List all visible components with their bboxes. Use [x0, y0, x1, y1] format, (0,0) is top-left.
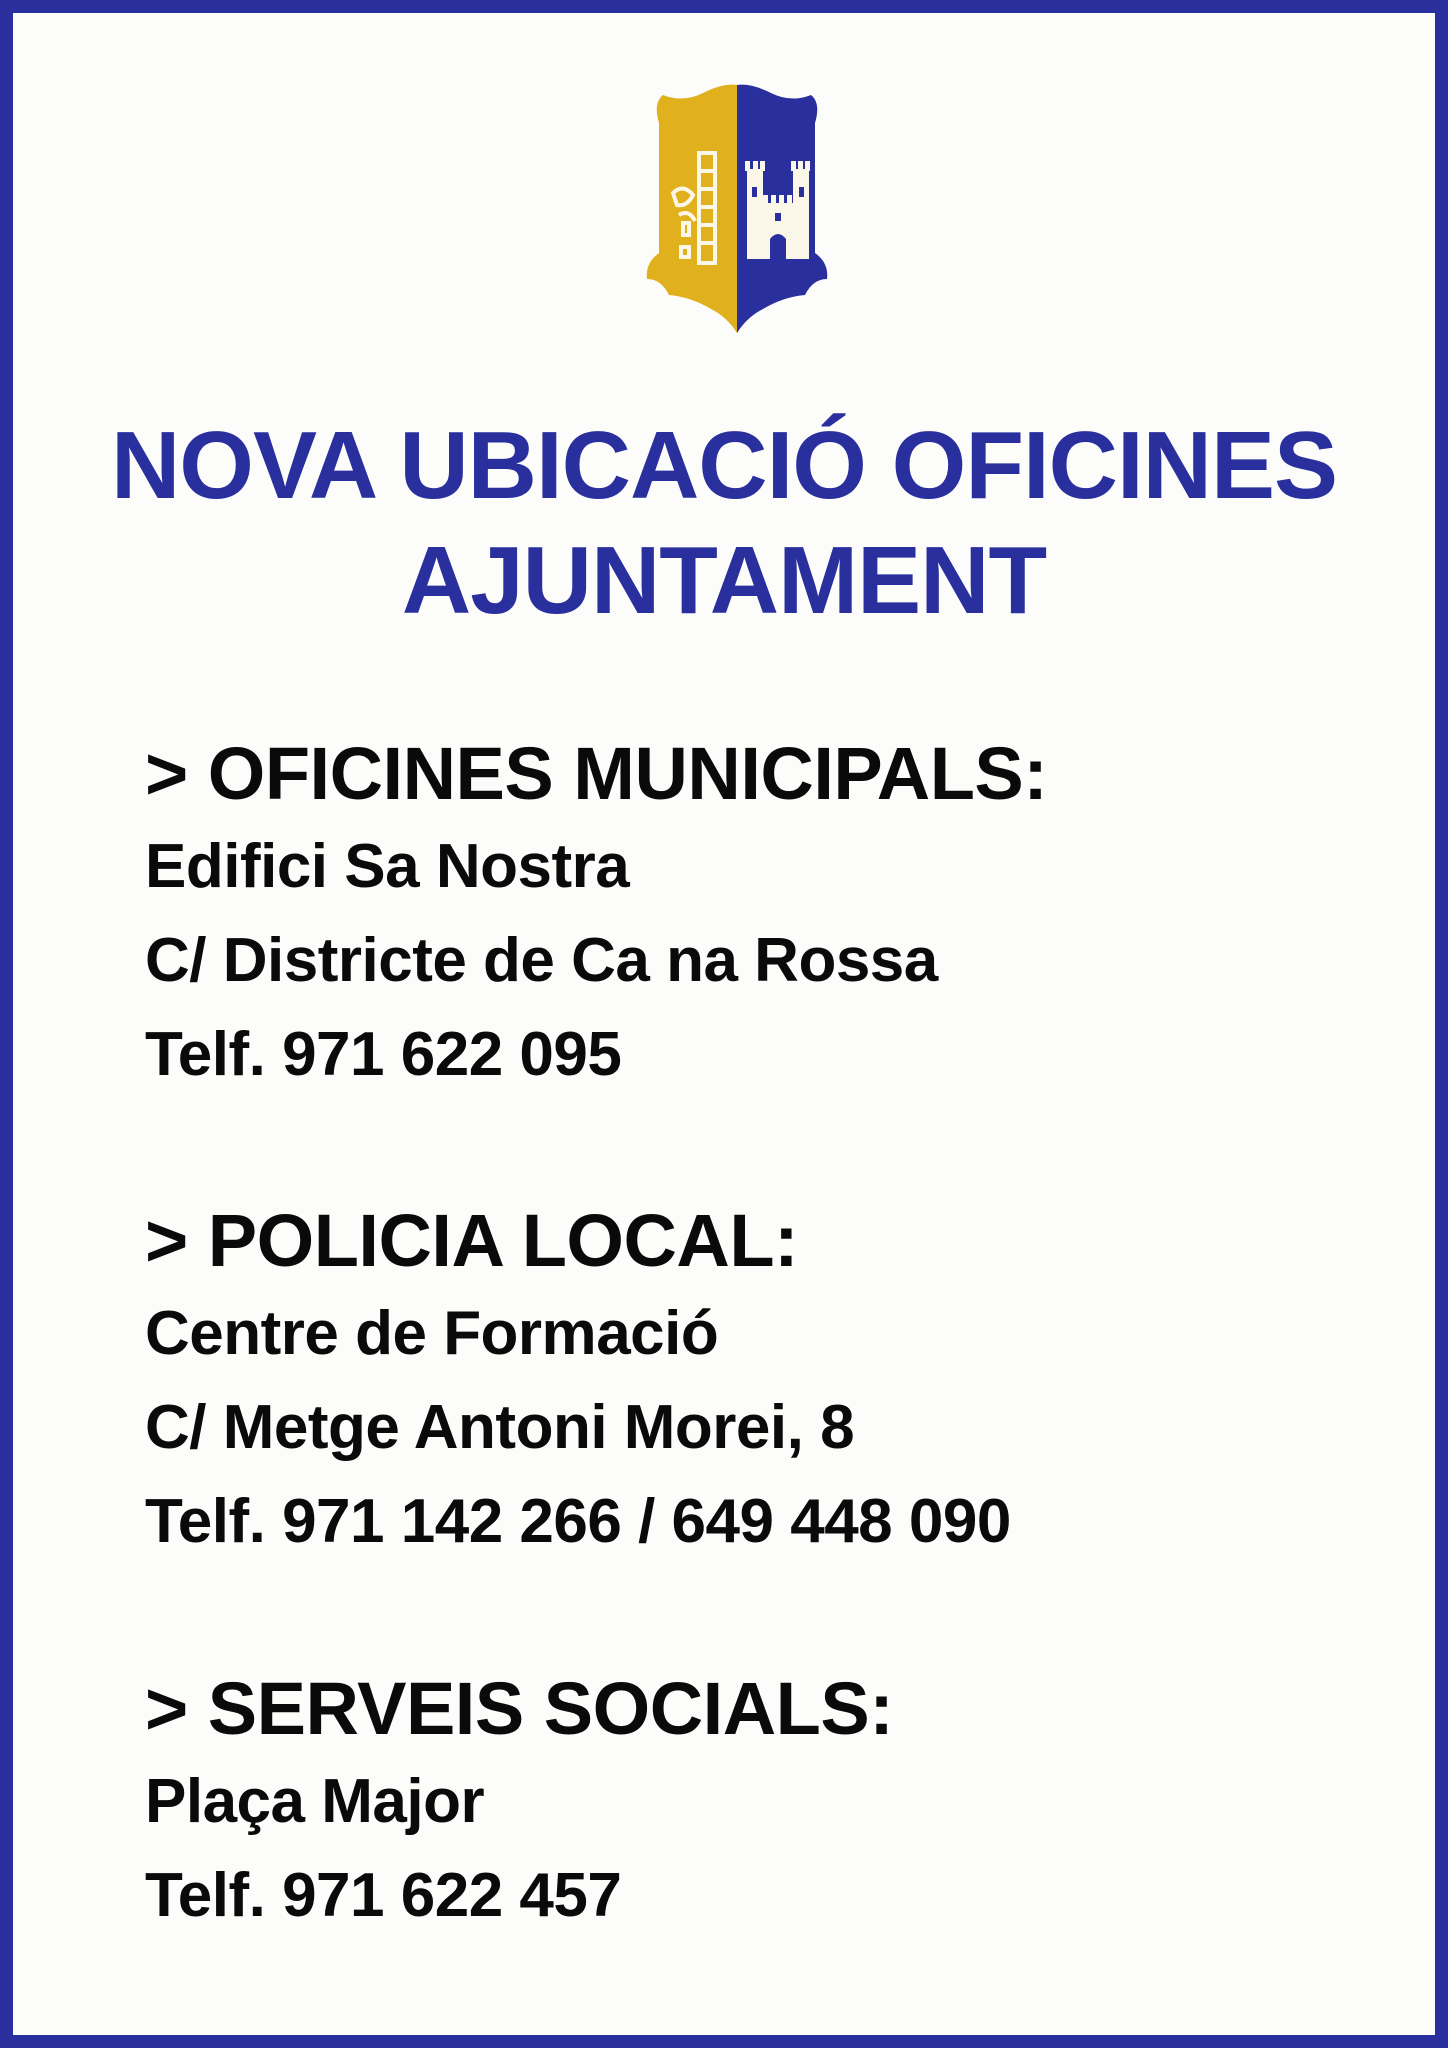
coat-of-arms-icon	[643, 83, 831, 335]
section-heading: > POLICIA LOCAL:	[145, 1199, 799, 1282]
title-line-2: AJUNTAMENT	[401, 527, 1047, 634]
page-title	[13, 408, 1435, 638]
address-line: C/ Districte de Ca na Rossa	[145, 926, 938, 995]
phone-line: Telf. 971 142 266 / 649 448 090	[145, 1487, 1011, 1556]
address-line: Edifici Sa Nostra	[145, 832, 630, 901]
section-policia-local	[145, 1195, 1345, 1569]
section-serveis-socials	[145, 1663, 1345, 1943]
phone-line: Telf. 971 622 457	[145, 1861, 622, 1930]
address-line: Centre de Formació	[145, 1299, 719, 1368]
section-heading: > OFICINES MUNICIPALS:	[145, 732, 1048, 815]
address-line: Plaça Major	[145, 1767, 485, 1836]
phone-line: Telf. 971 622 095	[145, 1020, 622, 1089]
title-line-1: NOVA UBICACIÓ OFICINES	[110, 412, 1338, 519]
address-line: C/ Metge Antoni Morei, 8	[145, 1393, 855, 1462]
section-heading: > SERVEIS SOCIALS:	[145, 1667, 894, 1750]
section-oficines-municipals	[145, 728, 1345, 1102]
